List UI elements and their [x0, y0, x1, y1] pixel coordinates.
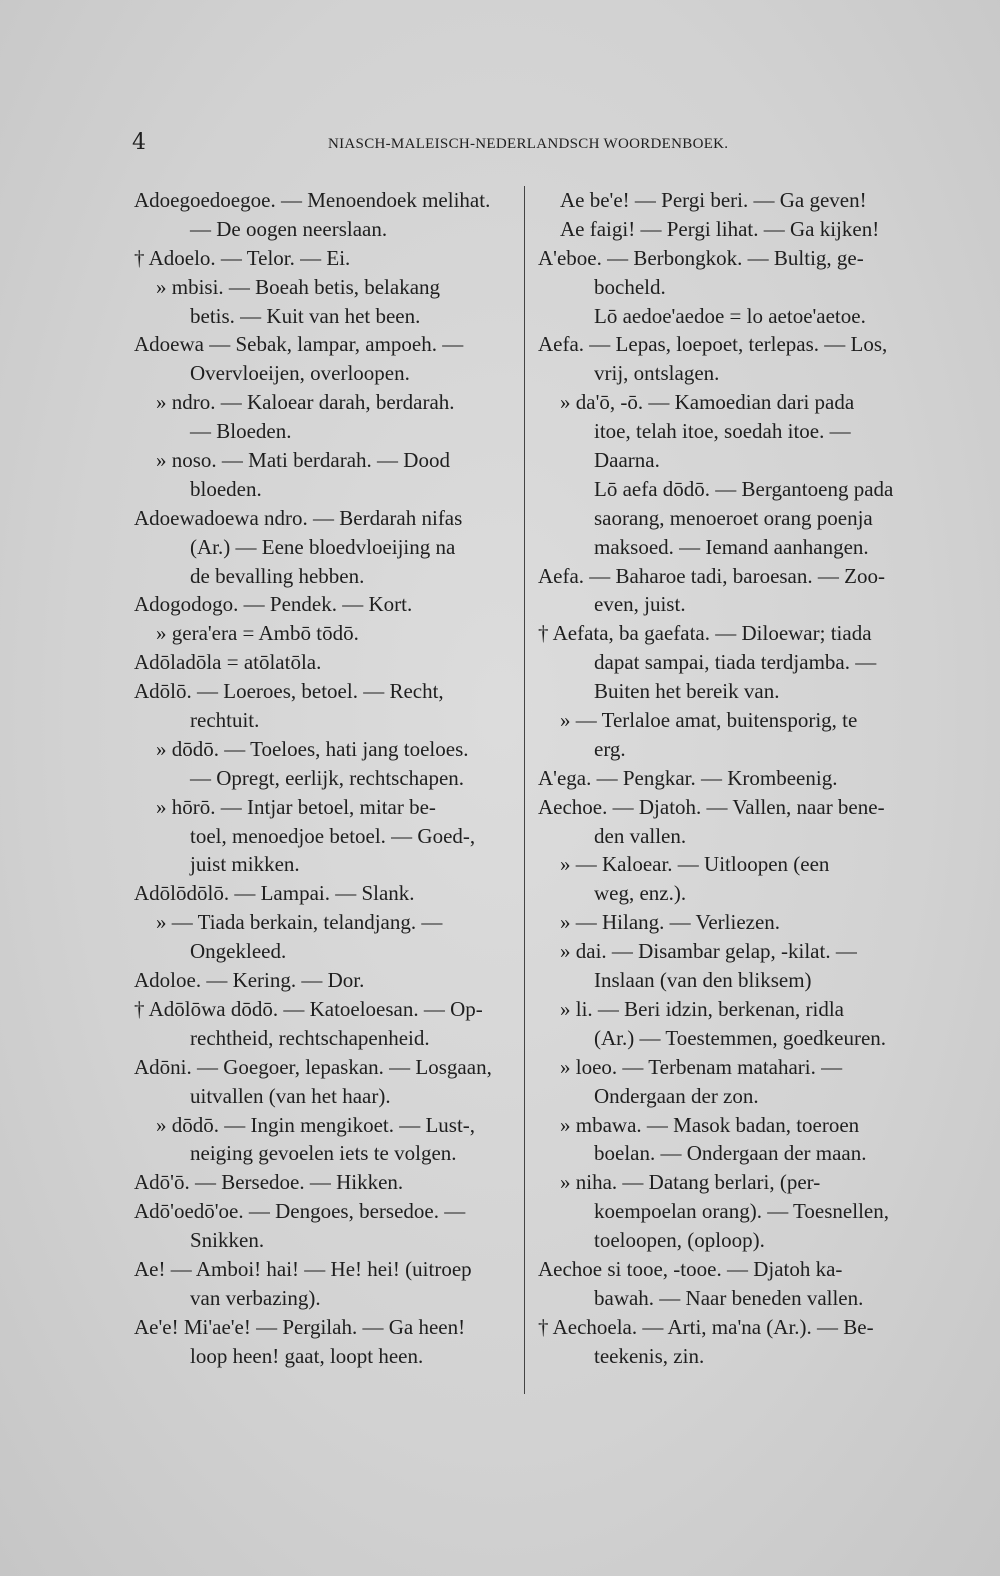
dictionary-line: Aefa. — Lepas, loepoet, terlepas. — Los, [538, 332, 888, 357]
dictionary-line: » hōrō. — Intjar betoel, mitar be- [156, 794, 436, 819]
dictionary-line: Adoewadoewa ndro. — Berdarah nifas [134, 505, 463, 530]
page-header [132, 130, 932, 160]
dictionary-line: weg, enz.). [594, 881, 687, 906]
dictionary-line: (Ar.) — Toestemmen, goedkeuren. [594, 1025, 887, 1050]
dictionary-line: » — Kaloear. — Uitloopen (een [560, 852, 830, 877]
dictionary-line: † Aefata, ba gaefata. — Diloewar; tiada [538, 621, 872, 646]
dictionary-line: de bevalling hebben. [190, 563, 365, 588]
dictionary-line: » dai. — Disambar gelap, -kilat. — [560, 939, 857, 964]
dictionary-line: » — Tiada berkain, telandjang. — [156, 910, 443, 935]
dictionary-line: dapat sampai, tiada terdjamba. — [594, 650, 877, 675]
dictionary-line: » dōdō. — Toeloes, hati jang toeloes. [156, 736, 469, 761]
dictionary-line: Adoegoedoegoe. — Menoendoek melihat. [134, 188, 491, 212]
dictionary-line: » noso. — Mati berdarah. — Dood [156, 448, 450, 473]
dictionary-line: (Ar.) — Eene bloedvloeijing na [190, 534, 456, 559]
dictionary-line: Adōlō. — Loeroes, betoel. — Recht, [134, 679, 444, 704]
dictionary-line: koempoelan orang). — Toesnellen, [594, 1199, 889, 1224]
dictionary-line: Ae be'e! — Pergi beri. — Ga geven! [560, 188, 867, 212]
right-column [538, 186, 930, 1371]
dictionary-line: bloeden. [190, 476, 262, 501]
dictionary-line: vrij, ontslagen. [594, 361, 720, 386]
dictionary-line: Inslaan (van den bliksem) [594, 968, 812, 993]
dictionary-line: uitvallen (van het haar). [190, 1083, 391, 1108]
dictionary-line: » ndro. — Kaloear darah, berdarah. [156, 390, 455, 415]
dictionary-line: boelan. — Ondergaan der maan. [594, 1141, 867, 1166]
dictionary-line: A'eboe. — Berbongkok. — Bultig, ge- [538, 245, 864, 270]
dictionary-line: » dōdō. — Ingin mengikoet. — Lust-, [156, 1112, 476, 1137]
dictionary-line: toel, menoedjoe betoel. — Goed-, [190, 823, 476, 848]
dictionary-line: » li. — Beri idzin, berkenan, ridla [560, 996, 845, 1021]
dictionary-line: loop heen! gaat, loopt heen. [190, 1343, 424, 1368]
dictionary-line: » mbawa. — Masok badan, toeroen [560, 1112, 860, 1137]
dictionary-line: Ongekleed. [190, 939, 287, 964]
dictionary-line: » niha. — Datang berlari, (per- [560, 1170, 821, 1195]
dictionary-line: Lō aefa dōdō. — Bergantoeng pada [594, 476, 894, 501]
running-title: NIASCH-MALEISCH-NEDERLANDSCH WOORDENBOEK. [328, 136, 729, 152]
dictionary-line: even, juist. [594, 592, 686, 617]
dictionary-line: Overvloeijen, overloopen. [190, 361, 410, 386]
dictionary-line: Snikken. [190, 1228, 265, 1253]
dictionary-line: Ondergaan der zon. [594, 1083, 759, 1108]
dictionary-line: Aechoe si tooe, -tooe. — Djatoh ka- [538, 1256, 843, 1281]
dictionary-line: † Aechoela. — Arti, ma'na (Ar.). — Be- [538, 1314, 874, 1339]
dictionary-line: bawah. — Naar beneden vallen. [594, 1285, 864, 1310]
dictionary-line: Adō'oedō'oe. — Dengoes, bersedoe. — [134, 1199, 466, 1224]
dictionary-line: » gera'era = Ambō tōdō. [156, 621, 359, 646]
dictionary-line: Adoewa — Sebak, lampar, ampoeh. — [134, 332, 464, 357]
dictionary-line: Buiten het bereik van. [594, 679, 780, 704]
left-column [134, 186, 526, 1371]
dictionary-line: Ae faigi! — Pergi lihat. — Ga kijken! [560, 216, 880, 241]
dictionary-line: itoe, telah itoe, soedah itoe. — [594, 419, 851, 444]
dictionary-line: den vallen. [594, 823, 687, 848]
dictionary-line: Daarna. [594, 448, 660, 473]
dictionary-line: Adōni. — Goegoer, lepaskan. — Losgaan, [134, 1054, 492, 1079]
dictionary-line: Adoloe. — Kering. — Dor. [134, 968, 365, 993]
dictionary-line: » loeo. — Terbenam matahari. — [560, 1054, 843, 1079]
dictionary-line: — Opregt, eerlijk, rechtschapen. [190, 765, 465, 790]
dictionary-line: van verbazing). [190, 1285, 321, 1310]
dictionary-line: Adō'ō. — Bersedoe. — Hikken. [134, 1170, 404, 1195]
dictionary-line: Adōladōla = atōlatōla. [134, 650, 322, 675]
dictionary-line: erg. [594, 736, 626, 761]
dictionary-line: teekenis, zin. [594, 1343, 705, 1368]
dictionary-line: Adōlōdōlō. — Lampai. — Slank. [134, 881, 415, 906]
dictionary-line: Lō aedoe'aedoe = lo aetoe'aetoe. [594, 303, 866, 328]
dictionary-line: † Adōlōwa dōdō. — Katoeloesan. — Op- [134, 996, 483, 1021]
dictionary-line: Adogodogo. — Pendek. — Kort. [134, 592, 413, 617]
column-divider [524, 186, 525, 1394]
dictionary-line: » — Hilang. — Verliezen. [560, 910, 781, 935]
dictionary-line: † Adoelo. — Telor. — Ei. [134, 245, 351, 270]
dictionary-line: juist mikken. [190, 852, 300, 877]
dictionary-line: Aefa. — Baharoe tadi, baroesan. — Zoo- [538, 563, 885, 588]
dictionary-line: Ae'e! Mi'ae'e! — Pergilah. — Ga heen! [134, 1314, 466, 1339]
dictionary-line: — De oogen neerslaan. [190, 216, 388, 241]
dictionary-line: Ae! — Amboi! hai! — He! hei! (uitroep [134, 1256, 472, 1281]
dictionary-line: rechtheid, rechtschapenheid. [190, 1025, 430, 1050]
dictionary-line: Aechoe. — Djatoh. — Vallen, naar bene- [538, 794, 885, 819]
dictionary-line: toeloopen, (oploop). [594, 1228, 765, 1253]
dictionary-line: neiging gevoelen iets te volgen. [190, 1141, 457, 1166]
dictionary-line: bocheld. [594, 274, 666, 299]
dictionary-line: » mbisi. — Boeah betis, belakang [156, 274, 441, 299]
dictionary-line: saorang, menoeroet orang poenja [594, 505, 873, 530]
dictionary-line: — Bloeden. [190, 419, 292, 444]
dictionary-line: » da'ō, -ō. — Kamoedian dari pada [560, 390, 855, 415]
dictionary-line: » — Terlaloe amat, buitensporig, te [560, 708, 858, 733]
dictionary-line: rechtuit. [190, 708, 260, 733]
dictionary-line: maksoed. — Iemand aanhangen. [594, 534, 869, 559]
page-number: 4 [132, 130, 146, 155]
dictionary-line: betis. — Kuit van het been. [190, 303, 421, 328]
dictionary-line: A'ega. — Pengkar. — Krombeenig. [538, 765, 838, 790]
